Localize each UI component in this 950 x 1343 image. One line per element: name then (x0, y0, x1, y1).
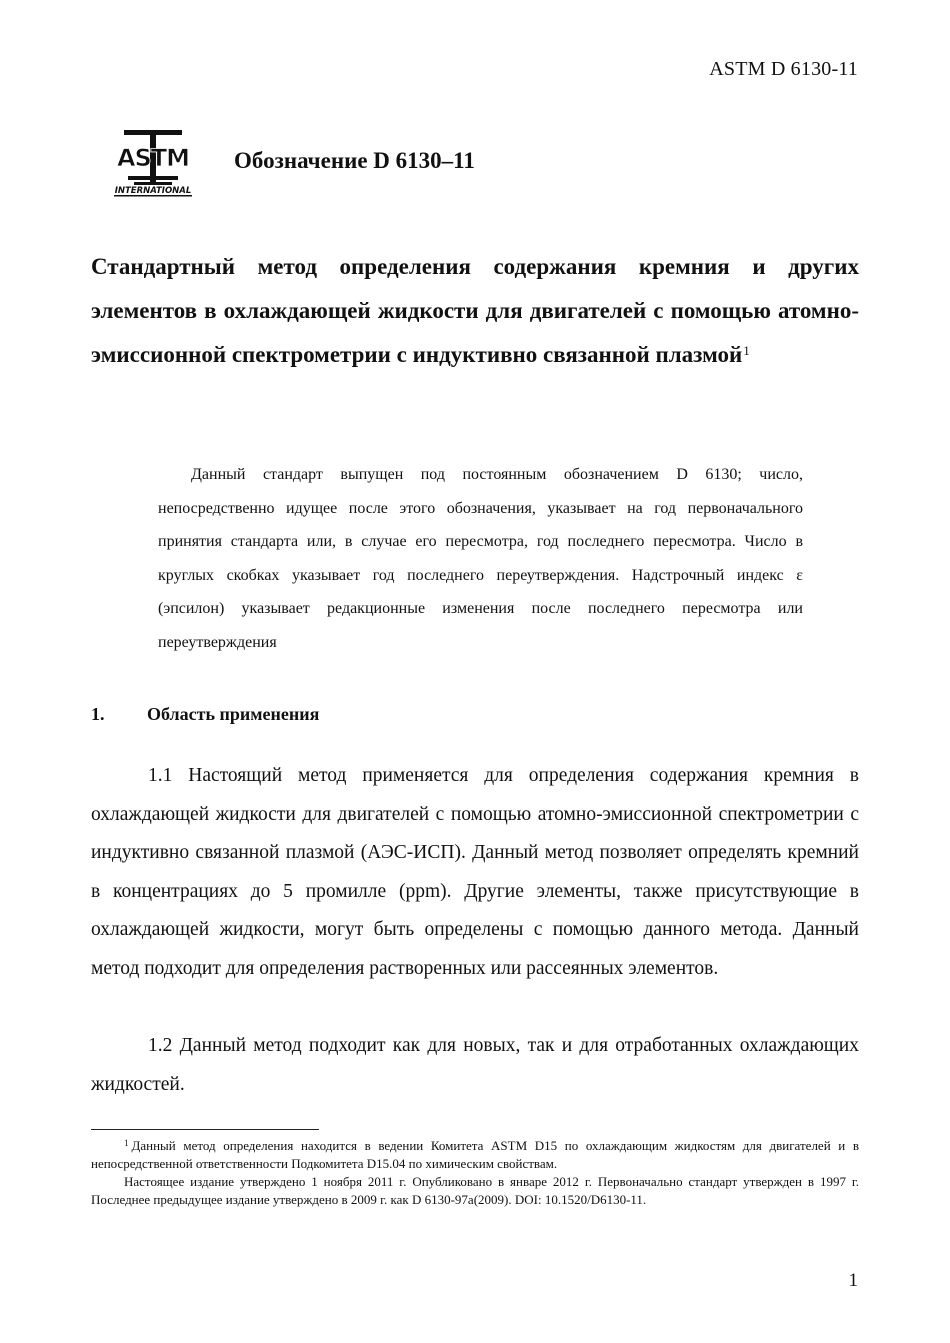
footnote-marker: 1 (124, 1138, 129, 1148)
title-text: Стандартный метод определения содержания кремния и других элементов в охлаждающей жидкости для двигателей с помощью атомно-эмиссионной спектрометрии с индуктивно связанной плазмой (91, 254, 859, 367)
footnote-1-text: Данный метод определения находится в ведении Комитета ASTM D15 по охлаждающим жидкостям для двигателей и в непосредственной ответственности Подкомитета D15.04 по химическим свойствам. (91, 1138, 859, 1171)
title-footnote-ref: 1 (743, 343, 750, 358)
designation-heading: Обозначение D 6130–11 (234, 148, 475, 173)
designation-notice: Данный стандарт выпущен под постоянным обозначением D 6130; число, непосредственно идущее после этого обозначения, указывает на год первоначального принятия стандарта или, в случае его пересмотра, год последнего пересмотра. Число в круглых скобках указывает год последнего переутверждения. Надстрочный индекс ε (эпсилон) указывает редакционные изменения после последнего пересмотра или переутверждения (158, 466, 803, 651)
logo-letters: ASTM (116, 144, 190, 172)
astm-logo (110, 128, 196, 198)
paragraph-1-2: 1.2 Данный метод подходит как для новых, так и для отработанных охлаждающих жидкостей. (91, 1035, 859, 1095)
footnote-2: Настоящее издание утверждено 1 ноября 2011 г. Опубликовано в январе 2012 г. Первоначально стандарт утвержден в 1997 г. Последнее предыдущее издание утверждено в 2009 г. как D 6130-97a(2009). DOI: 10.1520/D6130-11. (91, 1174, 859, 1207)
section-number: 1. (91, 704, 105, 724)
paragraph-1-1: 1.1 Настоящий метод применяется для определения содержания кремния в охлаждающей жидкости для двигателей с помощью атомно-эмиссионной спектрометрии с индуктивно связанной плазмой (АЭС-ИСП). Данный метод позволяет определять кремний в концентрациях до 5 промилле (ppm). Другие элементы, также присутствующие в охлаждающей жидкости, могут быть определены с помощью данного метода. Данный метод подходит для определения растворенных или рассеянных элементов. (91, 765, 859, 979)
section-title: Область применения (147, 704, 320, 724)
footnote-1 (91, 1137, 859, 1172)
page-number: 1 (848, 1270, 858, 1291)
standard-title (91, 245, 859, 377)
logo-caption: INTERNATIONAL (114, 186, 192, 196)
section-heading-scope (91, 704, 319, 725)
document-code: ASTM D 6130-11 (709, 58, 858, 80)
footnote-divider (91, 1129, 319, 1130)
